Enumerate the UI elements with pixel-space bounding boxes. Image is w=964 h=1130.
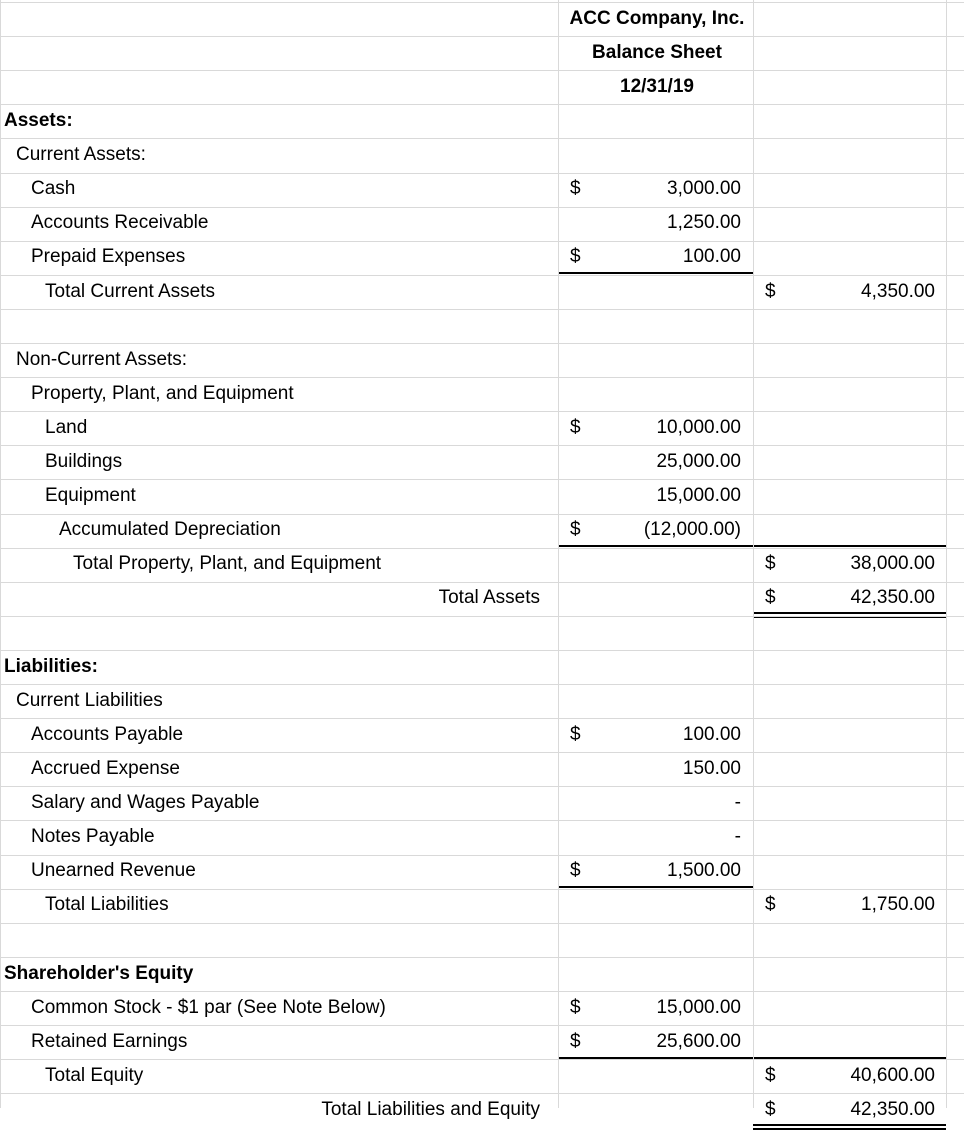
grid-row-line (0, 889, 964, 890)
grid-row-line (0, 957, 964, 958)
grid-column-line (753, 0, 754, 1108)
row-label[interactable]: Accrued Expense (31, 758, 180, 779)
amount-cell[interactable]: 40,600.00 (850, 1065, 935, 1086)
sheet-row (0, 309, 964, 343)
sheet-row (0, 547, 964, 581)
row-label[interactable]: Shareholder's Equity (4, 963, 194, 984)
grid-row-line (0, 70, 964, 71)
amount-cell[interactable]: - (734, 826, 741, 847)
sheet-row (0, 786, 964, 820)
amount-cell[interactable]: 1,250.00 (667, 212, 741, 233)
grid-row-line (0, 923, 964, 924)
grid-row-line (0, 616, 964, 617)
row-label[interactable]: Cash (31, 178, 76, 199)
grid-row-line (0, 36, 964, 37)
grid-row-line (0, 991, 964, 992)
sheet-row (0, 513, 964, 547)
amount-cell[interactable]: 15,000.00 (656, 485, 741, 506)
grid-row-line (0, 309, 964, 310)
currency-symbol[interactable]: $ (570, 519, 581, 540)
currency-symbol[interactable]: $ (570, 417, 581, 438)
grid-row-line (0, 343, 964, 344)
amount-cell[interactable]: 25,000.00 (656, 451, 741, 472)
grid-row-line (0, 173, 964, 174)
grid-row-line (0, 548, 964, 549)
row-label[interactable]: Total Property, Plant, and Equipment (73, 553, 382, 574)
row-label[interactable]: Total Assets (438, 587, 540, 608)
sheet-row (0, 411, 964, 445)
total-double-underline (753, 1124, 946, 1130)
row-label[interactable]: Accounts Payable (31, 724, 184, 745)
subtotal-underline (753, 545, 946, 547)
row-label[interactable]: Notes Payable (31, 826, 155, 847)
grid-row-line (0, 820, 964, 821)
sheet-row (0, 104, 964, 138)
grid-row-line (0, 1059, 964, 1060)
currency-symbol[interactable]: $ (765, 894, 776, 915)
amount-cell[interactable]: 38,000.00 (850, 553, 935, 574)
row-label[interactable]: Buildings (45, 451, 123, 472)
amount-cell[interactable]: 42,350.00 (850, 587, 935, 608)
sheet-row (0, 138, 964, 172)
sheet-row (0, 616, 964, 650)
sheet-row (0, 650, 964, 684)
row-label[interactable]: Total Liabilities (45, 894, 169, 915)
grid-column-line (946, 0, 947, 1108)
grid-column-line (0, 0, 1, 1108)
amount-cell[interactable]: 3,000.00 (667, 178, 741, 199)
currency-symbol[interactable]: $ (570, 860, 581, 881)
sheet-row (0, 718, 964, 752)
subtotal-underline (558, 272, 753, 274)
grid-row-line (0, 1093, 964, 1094)
sheet-row (0, 991, 964, 1025)
grid-row-line (0, 2, 964, 3)
row-label[interactable]: Equipment (45, 485, 136, 506)
sheet-row (0, 854, 964, 888)
row-label[interactable]: Accumulated Depreciation (59, 519, 281, 540)
statement-title[interactable]: Balance Sheet (592, 42, 722, 63)
currency-symbol[interactable]: $ (765, 1065, 776, 1086)
row-label[interactable]: Total Liabilities and Equity (321, 1099, 540, 1120)
row-label[interactable]: Total Current Assets (45, 281, 216, 302)
sheet-row (0, 172, 964, 206)
amount-cell[interactable]: (12,000.00) (643, 519, 741, 540)
row-label[interactable]: Land (45, 417, 88, 438)
amount-cell[interactable]: 42,350.00 (850, 1099, 935, 1120)
sheet-row (0, 206, 964, 240)
currency-symbol[interactable]: $ (570, 997, 581, 1018)
grid-row-line (0, 684, 964, 685)
sheet-row (0, 1025, 964, 1059)
currency-symbol[interactable]: $ (765, 587, 776, 608)
sheet-row (0, 581, 964, 615)
sheet-row (0, 479, 964, 513)
amount-cell[interactable]: 25,600.00 (656, 1031, 741, 1052)
amount-cell[interactable]: 1,750.00 (861, 894, 935, 915)
currency-symbol[interactable]: $ (570, 246, 581, 267)
grid-row-line (0, 582, 964, 583)
grid-row-line (0, 479, 964, 480)
grid-row-line (0, 411, 964, 412)
currency-symbol[interactable]: $ (570, 1031, 581, 1052)
sheet-row (0, 888, 964, 922)
sheet-row (0, 343, 964, 377)
row-label[interactable]: Total Equity (45, 1065, 144, 1086)
grid-row-line (0, 104, 964, 105)
row-label[interactable]: Non-Current Assets: (16, 349, 188, 370)
grid-row-line (0, 138, 964, 139)
amount-cell[interactable]: 100.00 (682, 246, 741, 267)
sheet-row (0, 820, 964, 854)
grid-row-line (0, 445, 964, 446)
grid-row-line (0, 207, 964, 208)
row-label[interactable]: Unearned Revenue (31, 860, 196, 881)
amount-cell[interactable]: 100.00 (682, 724, 741, 745)
sheet-row (0, 1059, 964, 1093)
grid-row-line (0, 855, 964, 856)
amount-cell[interactable]: 10,000.00 (656, 417, 741, 438)
row-label[interactable]: Prepaid Expenses (31, 246, 186, 267)
currency-symbol[interactable]: $ (570, 724, 581, 745)
row-label[interactable]: Assets: (4, 110, 73, 131)
amount-cell[interactable]: 4,350.00 (861, 281, 935, 302)
grid-row-line (0, 514, 964, 515)
sheet-row (0, 922, 964, 956)
currency-symbol[interactable]: $ (570, 178, 581, 199)
row-label[interactable]: Salary and Wages Payable (31, 792, 260, 813)
sheet-row (0, 445, 964, 479)
sheet-row (0, 377, 964, 411)
grid-row-line (0, 650, 964, 651)
sheet-row (0, 684, 964, 718)
row-label[interactable]: Liabilities: (4, 656, 98, 677)
grid-row-line (0, 1025, 964, 1026)
amount-cell[interactable]: - (734, 792, 741, 813)
amount-cell[interactable]: 1,500.00 (667, 860, 741, 881)
currency-symbol[interactable]: $ (765, 553, 776, 574)
grid-row-line (0, 786, 964, 787)
grid-row-line (0, 275, 964, 276)
grid-row-line (0, 752, 964, 753)
currency-symbol[interactable]: $ (765, 1099, 776, 1120)
grid-column-line (558, 0, 559, 1108)
company-name[interactable]: ACC Company, Inc. (569, 8, 745, 29)
statement-date[interactable]: 12/31/19 (620, 76, 694, 97)
sheet-row (0, 1093, 964, 1127)
amount-cell[interactable]: 150.00 (682, 758, 741, 779)
currency-symbol[interactable]: $ (765, 281, 776, 302)
row-label[interactable]: Current Liabilities (16, 690, 163, 711)
sheet-row (0, 240, 964, 274)
sheet-row (0, 752, 964, 786)
sheet-row (0, 275, 964, 309)
row-label[interactable]: Retained Earnings (31, 1031, 188, 1052)
amount-cell[interactable]: 15,000.00 (656, 997, 741, 1018)
row-label[interactable]: Common Stock - $1 par (See Note Below) (31, 997, 386, 1018)
row-label[interactable]: Property, Plant, and Equipment (31, 383, 294, 404)
grid-row-line (0, 377, 964, 378)
row-label[interactable]: Accounts Receivable (31, 212, 209, 233)
grid-row-line (0, 718, 964, 719)
sheet-row (0, 957, 964, 991)
row-label[interactable]: Current Assets: (16, 144, 146, 165)
grid-row-line (0, 241, 964, 242)
